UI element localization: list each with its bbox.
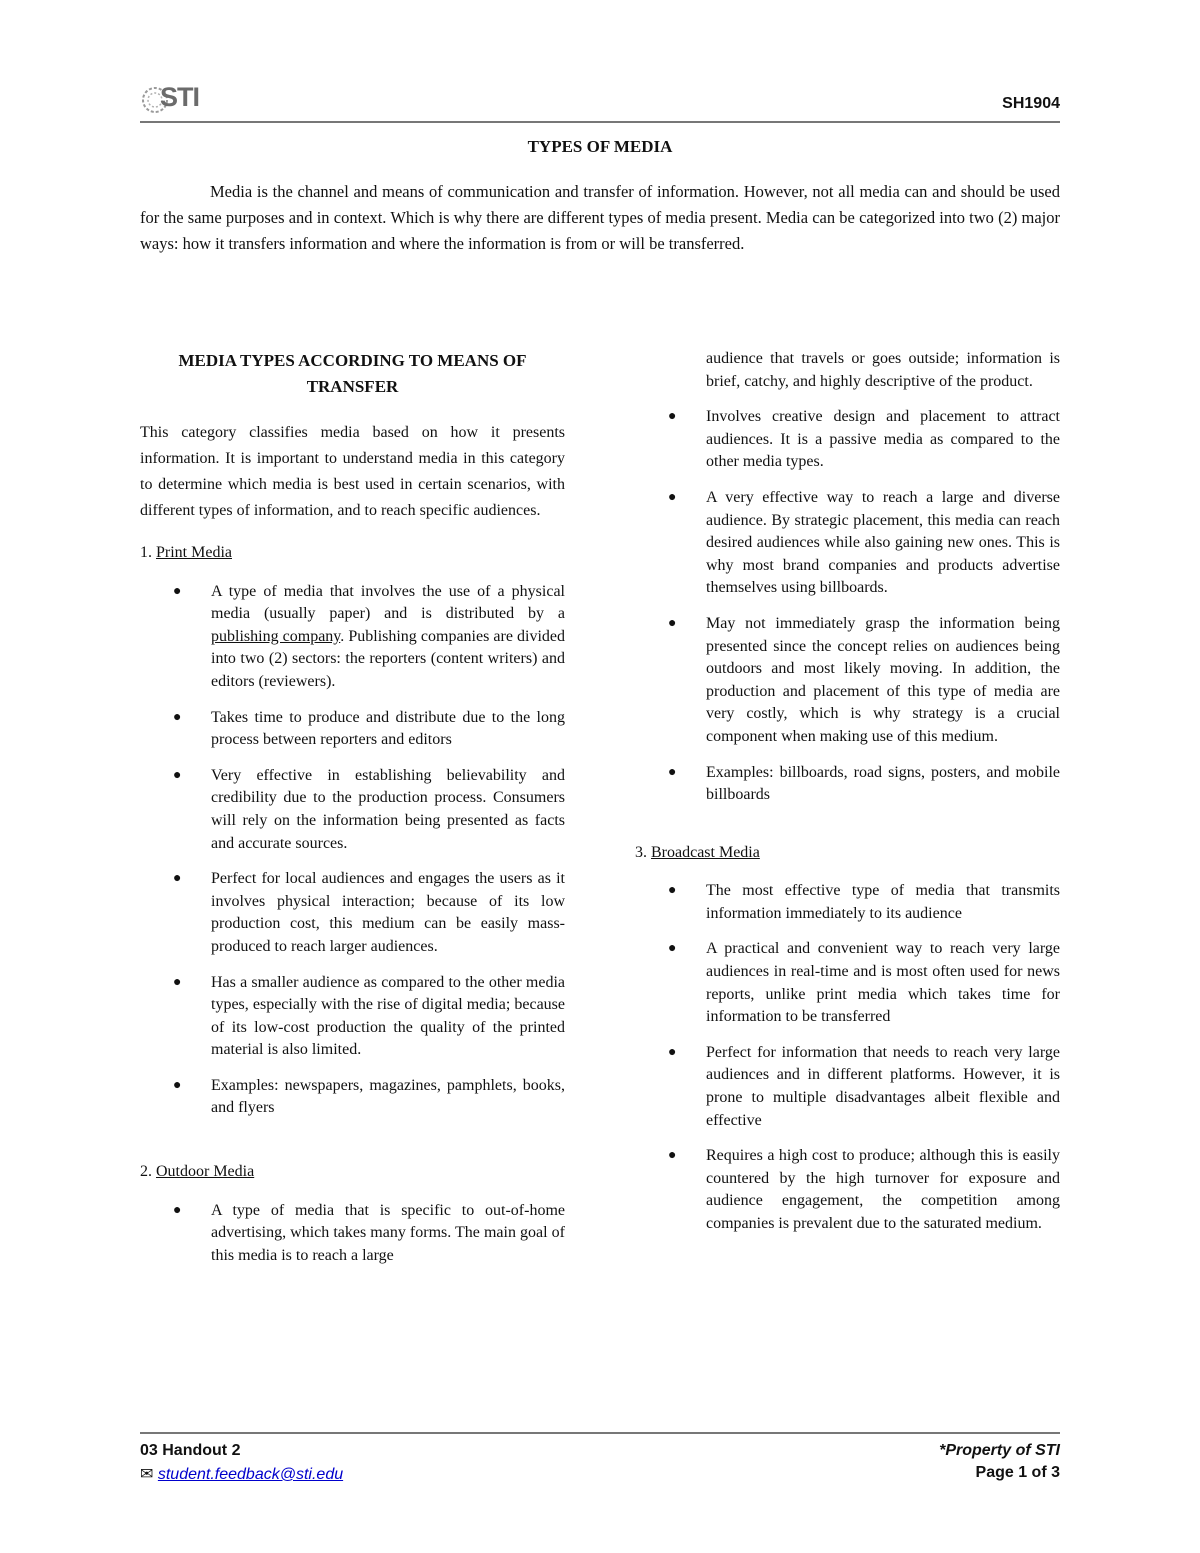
list-item: ● May not immediately grasp the information being presented since the concept relies on audiences being outdoors and most likely moving. In addition, the production and placement of this type of media are very costly, which is why strategy is a crucial component when making use of this medium. [668,614,1060,745]
property-notice: *Property of STI [939,1442,1060,1459]
list-item: ● The most effective type of media that transmits information immediately to its audience [668,882,1060,922]
list-item: ● Very effective in establishing believability and credibility due to the production process. Consumers will rely on the information being presented as facts and accurate sources. [173,766,565,852]
bullet-icon: ● [668,941,677,957]
left-column [140,348,565,1280]
bullet-icon: ● [668,409,677,425]
bullet-icon: ● [668,883,677,899]
list-item: ● A type of media that is specific to out-of-home advertising, which takes many forms. The main goal of this media is to reach a large [173,1201,565,1264]
list-item: ● Involves creative design and placement to attract audiences. It is a passive media as compared to the other media types. [668,408,1060,471]
outdoor-media-list-cont [635,406,1060,807]
broadcast-media-heading: 3. Broadcast Media [635,843,760,861]
publishing-company-term: publishing company [211,627,341,645]
bullet-icon: ● [173,1077,182,1093]
page-number: Page 1 of 3 [975,1464,1060,1481]
bullet-icon: ● [668,1044,677,1060]
page-title: TYPES OF MEDIA [527,137,673,156]
bullet-icon: ● [668,764,677,780]
intro-paragraph: Media is the channel and means of communication and transfer of information. However, not all media can and should be used for the same purposes and in context. Which is why there are different types of media present. Media can be categorized into two (2) major ways: how it transfers information and where the information is from or will be transferred. [140,182,1060,253]
bullet-icon: ● [173,709,182,725]
print-media-list [140,581,565,1120]
list-item: ● A very effective way to reach a large and diverse audience. By strategic placement, this media can reach desired audiences while also gaining new ones. This is why most brand companies and products advertise themselves using billboards. [668,488,1060,597]
list-item: ● Examples: billboards, road signs, posters, and mobile billboards [668,763,1060,804]
logo-wordmark: STI [160,82,200,112]
broadcast-media-list [635,880,1060,1235]
list-item: ● Takes time to produce and distribute due to the long process between reporters and editors [173,708,565,749]
bullet-icon: ● [173,583,182,599]
list-item: ● A practical and convenient way to reach very large audiences in real-time and is most often used for news reports, unlike print media which takes time for information to be transferred [668,940,1060,1026]
section-heading: MEDIA TYPES ACCORDING TO MEANS OF TRANSFER [178,351,527,396]
feedback-email-link[interactable]: student.feedback@sti.edu [157,1466,344,1483]
footer-divider [140,1432,1060,1434]
print-media-heading: 1. Print Media [140,544,232,561]
outdoor-media-list [140,1200,565,1268]
bullet-icon: ● [668,1148,677,1164]
list-item: ● Perfect for local audiences and engages the users as it involves physical interaction; because of its low production cost, this medium can be easily mass-produced to reach larger audiences. [173,870,565,955]
list-item: ● Requires a high cost to produce; although this is easily countered by the high turnover for exposure and audience engagement, the competition among companies is prevalent due to the saturated medium. [668,1147,1060,1232]
bullet-icon: ● [173,974,182,990]
bullet-icon: ● [173,767,182,783]
bullet-icon: ● [173,871,182,887]
bullet-icon: ● [668,489,677,505]
bullet-icon: ● [173,1202,182,1218]
bullet-icon: ● [668,615,677,631]
envelope-icon: ✉ [140,1466,154,1483]
list-item-continuation: audience that travels or goes outside; information is brief, catchy, and highly descriptive of the product. [706,350,1060,390]
list-item: ● Perfect for information that needs to reach very large audiences and in different platforms. However, it is prone to multiple disadvantages albeit flexible and effective [668,1043,1060,1129]
right-column [635,348,1060,1249]
document-id: SH1904 [1002,95,1060,112]
list-item: ● Examples: newspapers, magazines, pamphlets, books, and flyers [173,1076,565,1117]
header-divider [140,121,1060,123]
outdoor-media-heading: 2. Outdoor Media [140,1163,255,1181]
handout-label: 03 Handout 2 [140,1442,241,1459]
section-description: This category classifies media based on how it presents information. It is important to understand media in this category to determine which media is best used in certain scenarios, with different types of information, and to reach specific audiences. [140,424,565,519]
list-item: ● Has a smaller audience as compared to the other media types, especially with the rise of digital media; because of its low-cost production the quality of the printed material is also limited. [173,973,565,1059]
list-item: ● A type of media that involves the use of a physical media (usually paper) and is distributed by a publishing company. Publishing companies are divided into two (2) sectors: the reporters (content writers) and editors (reviewers). [173,582,566,690]
footer-email [140,1464,343,1484]
